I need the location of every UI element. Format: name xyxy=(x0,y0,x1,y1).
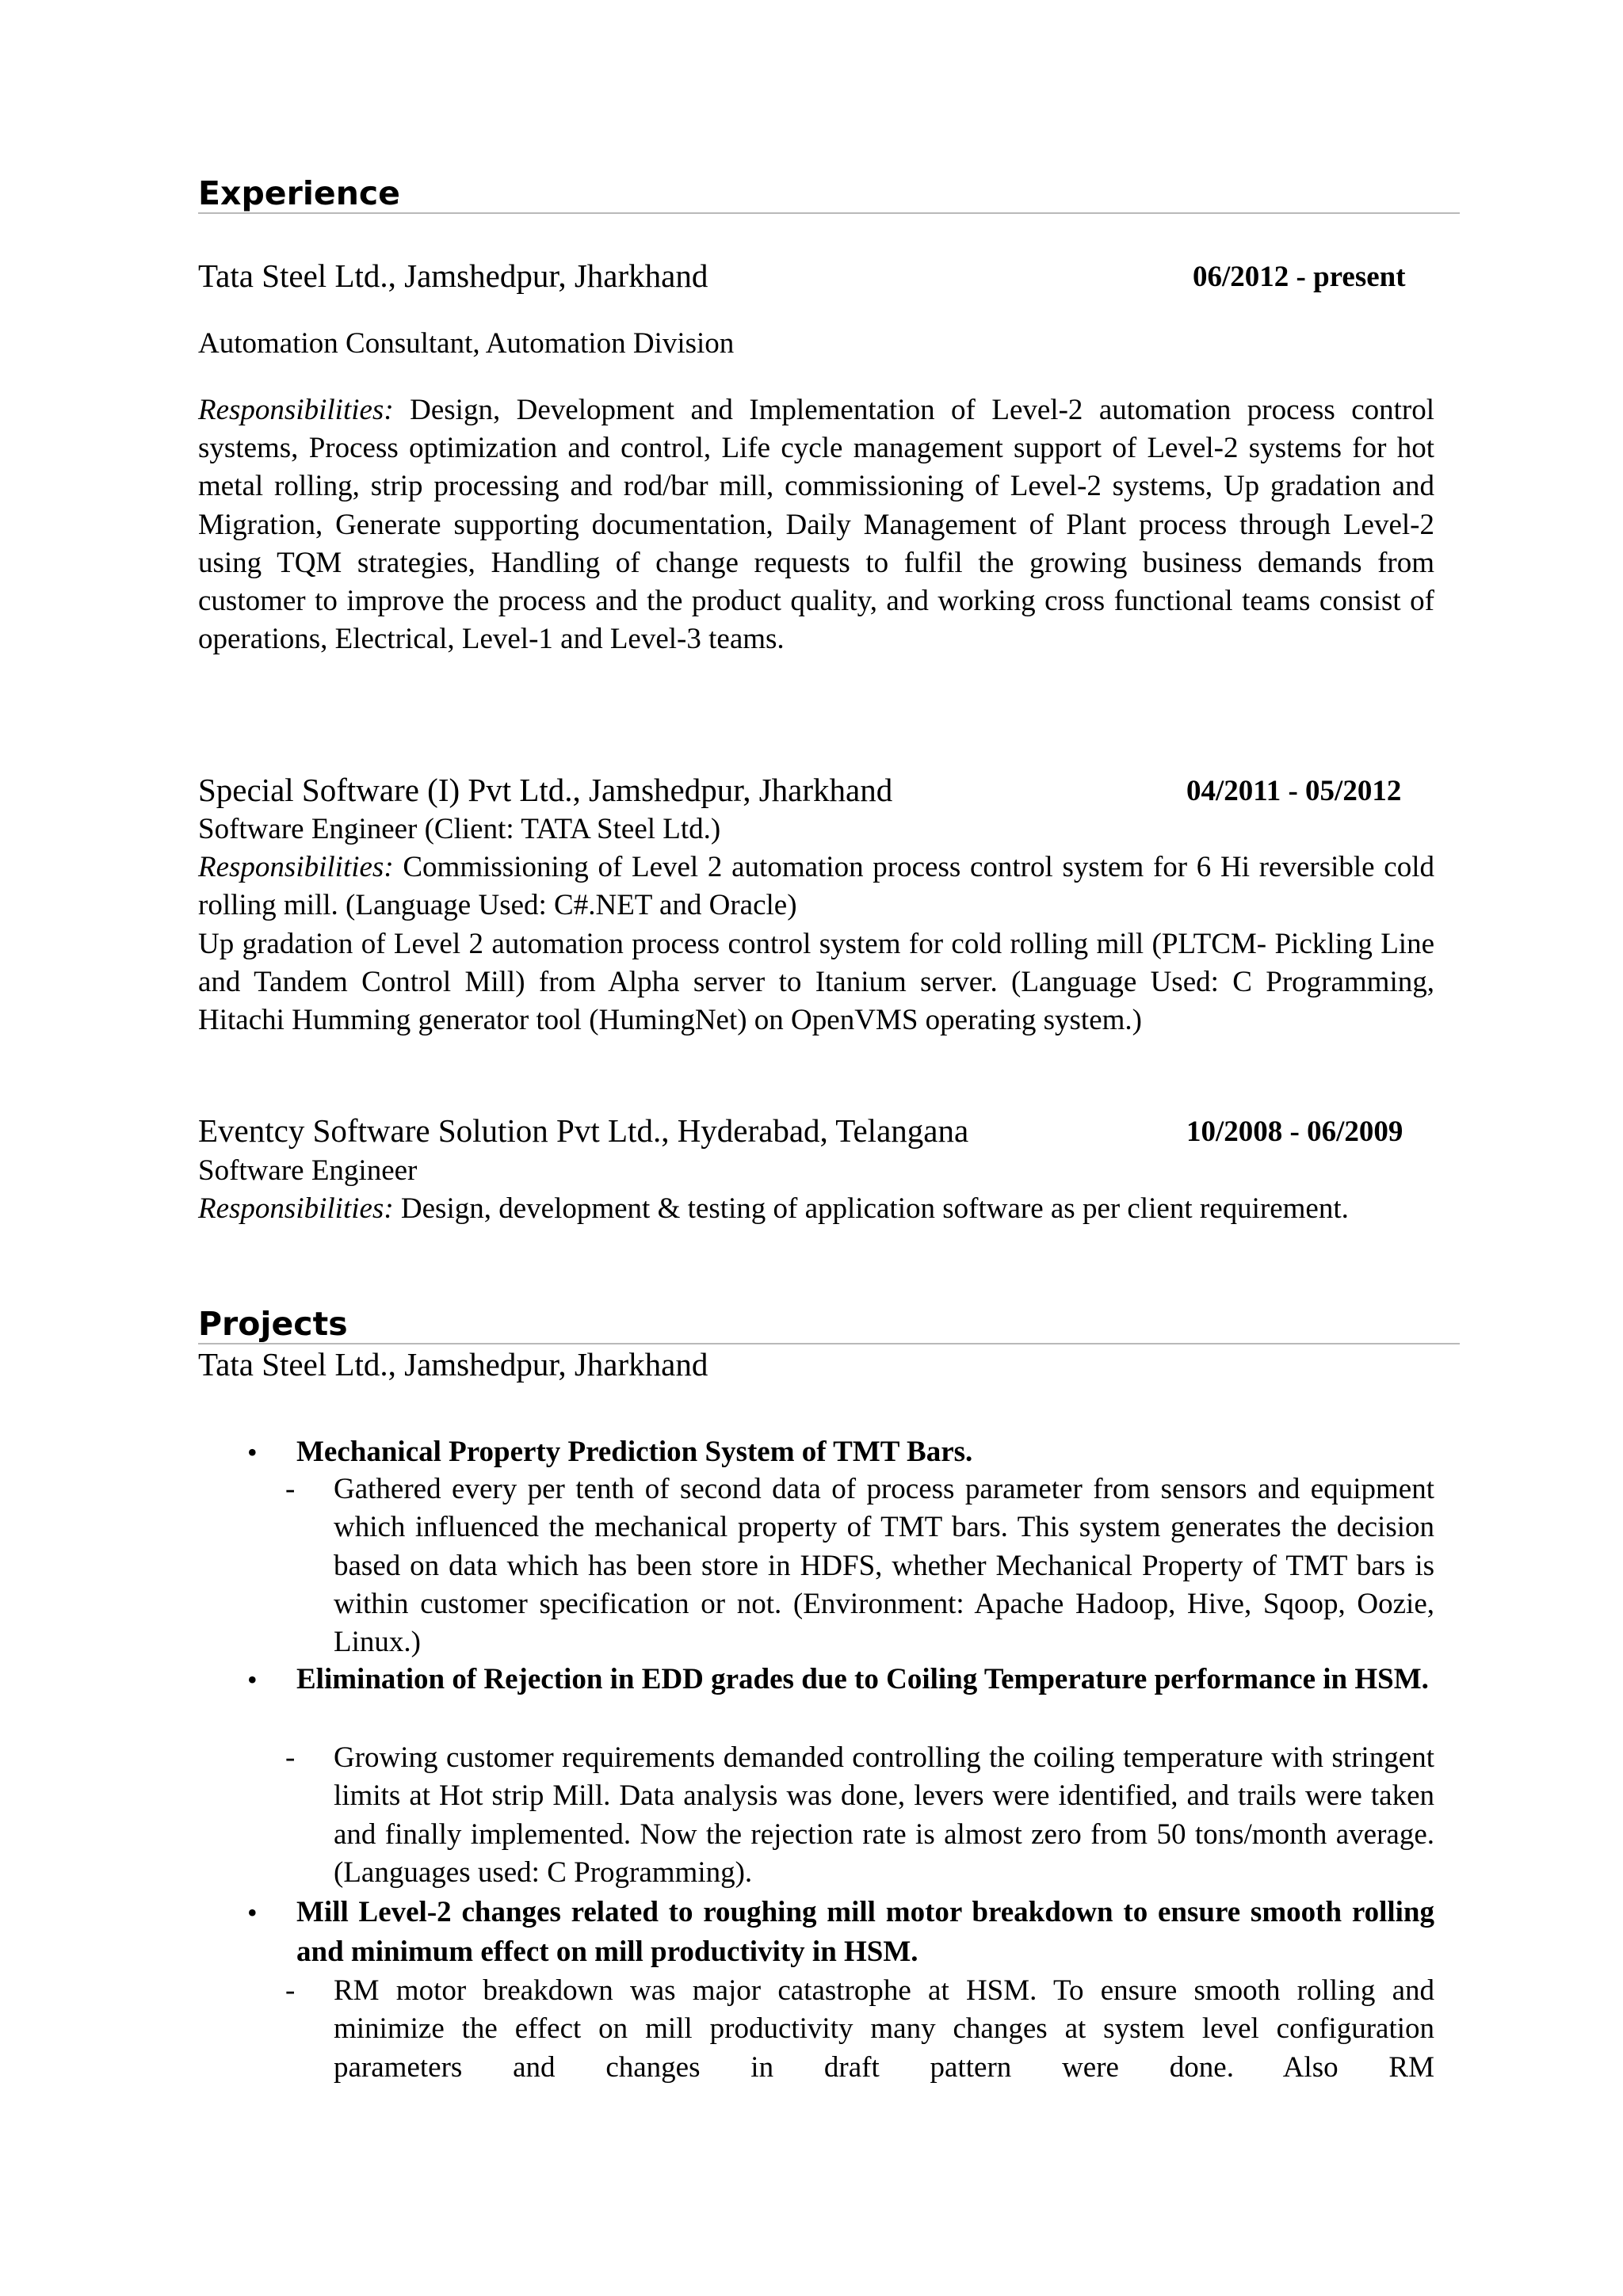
dash-icon: - xyxy=(285,1741,296,1774)
bullet-icon: • xyxy=(247,1897,258,1928)
project-title: Mill Level-2 changes related to roughing mill motor breakdown to ensure smooth rolling and minimum effect on mill productivity in HSM. xyxy=(296,1896,1434,1968)
project-detail: Gathered every per tenth of second data of process parameter from sensors and equipment which influenced the mechanical property of TMT bars. This system generates the decision based on data which has been store in HDFS, whether Mechanical Property of TMT bars is within customer specification or not. (Environment: Apache Hadoop, Hive, Sqoop, Oozie, Linux.) xyxy=(334,1473,1434,1659)
job-dates: 10/2008 - 06/2009 xyxy=(1186,1116,1403,1148)
job-role: Automation Consultant, Automation Division xyxy=(198,327,735,360)
dash-icon: - xyxy=(285,1473,296,1505)
job-org: Special Software (I) Pvt Ltd., Jamshedpur, Jharkhand xyxy=(198,772,893,808)
job-role: Software Engineer xyxy=(198,1154,418,1187)
job-org: Eventcy Software Solution Pvt Ltd., Hyderabad, Telangana xyxy=(198,1112,969,1149)
project-detail: Growing customer requirements demanded controlling the coiling temperature with stringent limits at Hot strip Mill. Data analysis was done, levers were identified, and trails were taken and finally implemented. Now the rejection rate is almost zero from 50 tons/month average. (Languages used: C Programming). xyxy=(334,1741,1434,1889)
job-dates: 06/2012 - present xyxy=(1193,261,1406,293)
projects-heading: Projects xyxy=(198,1305,1460,1344)
responsibilities-label: Responsibilities: xyxy=(198,1192,394,1225)
project-detail: RM motor breakdown was major catastrophe at HSM. To ensure smooth rolling and minimize the effect on mill productivity many changes at system level configuration parameters and changes in draft pattern were done. Also RM xyxy=(334,1974,1434,2084)
job-responsibilities xyxy=(198,391,1434,658)
responsibilities-label: Responsibilities: xyxy=(198,394,394,426)
job-extra-text: Up gradation of Level 2 automation process control system for cold rolling mill (PLTCM- Pickling Line and Tandem Control Mill) from Alpha server to Itanium server. (Language Used: C Programming, Hitachi Humming generator tool (HumingNet) on OpenVMS operating system.) xyxy=(198,928,1434,1037)
job-dates: 04/2011 - 05/2012 xyxy=(1186,775,1402,807)
bullet-icon: • xyxy=(247,1664,258,1695)
job-responsibilities xyxy=(198,1190,1434,1228)
job-org: Tata Steel Ltd., Jamshedpur, Jharkhand xyxy=(198,257,708,294)
responsibilities-text: Design, development & testing of application software as per client requirement. xyxy=(400,1192,1349,1225)
job-responsibilities xyxy=(198,849,1434,925)
bullet-icon: • xyxy=(247,1436,258,1468)
experience-heading: Experience xyxy=(198,174,1460,214)
responsibilities-label: Responsibilities: xyxy=(198,851,394,883)
responsibilities-text: Design, Development and Implementation of Level-2 automation process control systems, Process optimization and control, Life cycle management support of Level-2 systems for hot metal rolling, strip processing and rod/bar mill, commissioning of Level-2 systems, Up gradation and Migration, Generate supporting documentation, Daily Management of Plant process through Level-2 using TQM strategies, Handling of change requests to fulfil the growing business demands from customer to improve the process and the product quality, and working cross functional teams consist of operations, Electrical, Level-1 and Level-3 teams. xyxy=(198,394,1435,656)
project-title: Mechanical Property Prediction System of TMT Bars. xyxy=(296,1436,973,1468)
projects-org: Tata Steel Ltd., Jamshedpur, Jharkhand xyxy=(198,1346,708,1383)
responsibilities-text: Commissioning of Level 2 automation process control system for 6 Hi reversible cold rolling mill. (Language Used: C#.NET and Oracle) xyxy=(198,851,1435,922)
job-role: Software Engineer (Client: TATA Steel Ltd.) xyxy=(198,813,721,845)
project-title: Elimination of Rejection in EDD grades due to Coiling Temperature performance in HSM. xyxy=(296,1663,1429,1695)
dash-icon: - xyxy=(285,1974,296,2007)
